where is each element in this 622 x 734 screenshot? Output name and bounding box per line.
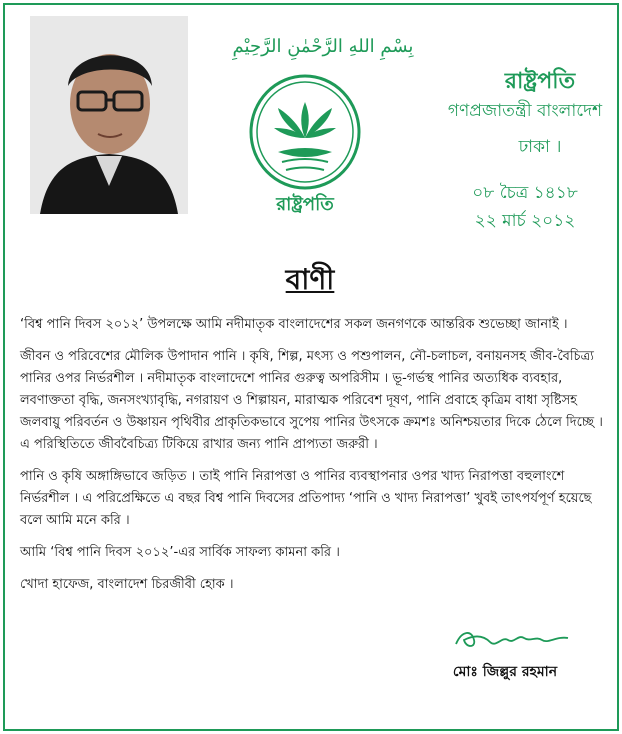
emblem-caption: রাষ্ট্রপতি [276,194,334,215]
national-emblem [244,72,366,220]
bismillah-calligraphy: بِسْمِ اللهِ الرَّحْمٰنِ الرَّحِيْمِ [232,36,414,57]
message-paragraph-3: পানি ও কৃষি অঙ্গাঙ্গিভাবে জড়িত । তাই পানি নিরাপত্তা ও পানির ব্যবস্থাপনার ওপর খাদ্য নিরাপত্তা বহুলাংশে নির্ভরশীল । এ পরিপ্রেক্ষিতে এ বছর বিশ্ব পানি দিবসের প্রতিপাদ্য ‘পানি ও খাদ্য নিরাপত্তা’ খুবই তাৎপর্যপূর্ণ হয়েছে বলে আমি মনে করি । [20,469,592,528]
date-bangla: ০৮ চৈত্র ১৪১৮ [472,183,578,203]
handwritten-signature [452,626,572,652]
office-title: রাষ্ট্রপতি [504,69,576,94]
date-gregorian: ২২ মার্চ ২০১২ [474,211,576,231]
message-paragraph-5: খোদা হাফেজ, বাংলাদেশ চিরজীবী হোক । [20,577,234,592]
message-paragraph-4: আমি ‘বিশ্ব পানি দিবস ২০১২’-এর সার্বিক সাফল্য কামনা করি । [20,545,340,560]
country-name: গণপ্রজাতন্ত্রী বাংলাদেশ [447,101,603,121]
message-paragraph-2: জীবন ও পরিবেশের মৌলিক উপাদান পানি । কৃষি, শিল্প, মৎস্য ও পশুপালন, নৌ-চলাচল, বনায়নসহ জীব-বৈচিত্র্য পানির ওপর নির্ভরশীল । নদীমাতৃক বাংলাদেশে পানির গুরুত্ব অপরিসীম । ভূ-গর্ভস্থ পানির অত্যধিক ব্যবহার, লবণাক্ততা বৃদ্ধি, জনসংখ্যাবৃদ্ধি, নগরায়ণ ও শিল্পায়ন, মারাত্মক পরিবেশ দূষণ, পানি প্রবাহে কৃত্রিম বাধা সৃষ্টিসহ জলবায়ু পরিবর্তন ও উষ্ণায়ন পৃথিবীর প্রাকৃতিকভাবে সুপেয় পানির উৎসকে ক্রমশঃ অনিশ্চয়তার দিকে ঠেলে দিচ্ছে । এ পরিস্থিতিতে জীববৈচিত্র্য টিকিয়ে রাখার জন্য পানি প্রাপ্যতা জরুরী । [20,349,603,452]
portrait-photo [30,16,188,214]
message-body [20,314,606,606]
message-heading: বাণী [285,263,335,296]
city-name: ঢাকা । [518,137,562,157]
message-paragraph-1: ‘বিশ্ব পানি দিবস ২০১২’ উপলক্ষে আমি নদীমাতৃক বাংলাদেশের সকল জনগণকে আন্তরিক শুভেচ্ছা জানাই । [20,317,568,332]
signatory-name: মোঃ জিল্লুর রহমান [452,664,558,680]
